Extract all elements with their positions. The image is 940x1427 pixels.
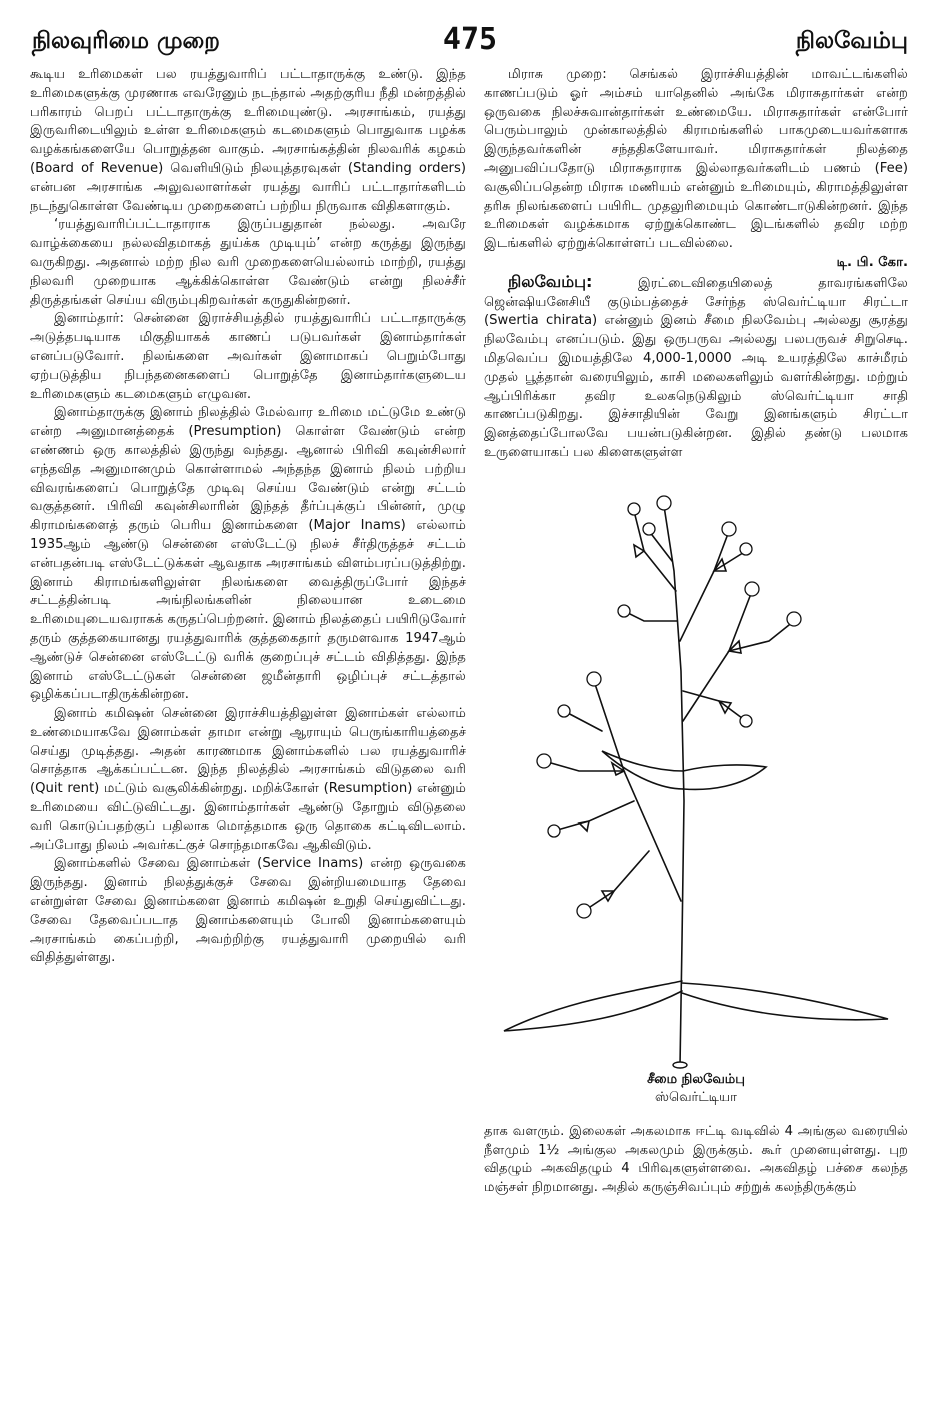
plant-branch bbox=[683, 591, 752, 721]
author-signature: டி. பி. கோ. bbox=[836, 254, 908, 270]
running-header bbox=[32, 22, 908, 62]
plant-illustration bbox=[484, 471, 908, 1071]
paragraph: இனாம் கமிஷன் சென்னை இராச்சியத்திலுள்ள இனாம்கள் எல்லாம் உண்மையாகவே இனாம்கள் தாமா என்று ஆராயும் பெருங்காரியத்தைச் செய்து முடித்தது. அதன் காரணமாக இனாம்களில் பல ரயத்துவாரிச் சொத்தாக ஆக்கப்பட்டன. இந்த நிலத்தில் அரசாங்கம் விடுதலை வரி (Quit rent) மட்டும் வசூலிக்கின்றது. மறிக்கோள் (Resumption) என்னும் உரிமையை விட்டுவிட்டது. இனாம்தார்கள் ஆண்டு தோறும் விடுதலை வரி கொடுப்பதற்குப் பதிலாக மொத்தமாக ஒரு தொகை கட்டிவிடலாம். அப்போது நிலம் அவர்கட்குச் சொந்தமாகவே ஆகிவிடும். bbox=[30, 706, 466, 853]
plant-branch bbox=[584, 851, 649, 911]
plant-branch bbox=[634, 511, 676, 591]
right-running-title: நிலவேம்பு bbox=[795, 28, 908, 54]
plant-leaf bbox=[683, 765, 766, 790]
plant-branch bbox=[594, 681, 681, 901]
entry-text: இரட்டைவிதையிலைத் தாவரங்களிலே ஜென்ஷியனேசியீ குடும்பத்தைச் சேர்ந்த ஸ்வெர்ட்டியா சிரட்டா (Swertia chirata) என்னும் இனம் சீமை நிலவேம்பு அல்லது சூரத்து நிலவேம்பு எனப்படும். இது ஒருபருவ அல்லது பலபருவச் சிறுசெடி. மிதவெப்ப இமயத்திலே 4,000-1,0000 அடி உயரத்திலே காச்மீரம் முதல் பூத்தான் வரையிலும், காசி மலைகளிலும் வளர்கின்றது. மற்றும் ஆப்பிரிக்கா தவிர உலகநெடுகிலும் ஸ்வெர்ட்டியா சாதி காணப்படுகிறது. இச்சாதியின் வேறு இனங்களும் சிரட்டா இனத்தைப்போலவே பயன்படுகின்றன. இதில் தண்டு பலமாக உருளையாகப் பல கிளைகளுள்ள bbox=[484, 275, 908, 460]
paragraph: இனாம்தார்: சென்னை இராச்சியத்தில் ரயத்துவாரிப் பட்டாதாருக்கு அடுத்தபடியாக மிகுதியாகக் காணப் படுபவர்கள் இனாம்தார்கள் எனப்படுவோர். நிலங்களை அவர்கள் இனாமாகப் பெறும்போது ஏற்படுத்திய நிபந்தனைகளைப் பொறுத்தே இனாம்தார்களுடைய உரிமைகளும் கடமைகளும் எழுவன. bbox=[30, 311, 466, 402]
entry-title: நிலவேம்பு: bbox=[508, 271, 593, 291]
plant-leaf bbox=[682, 983, 888, 1020]
right-column bbox=[484, 66, 908, 1366]
plant-leaf bbox=[504, 981, 682, 1031]
paragraph: ‘ரயத்துவாரிப்பட்டாதாராக இருப்பதுதான் நல்லது. அவரே வாழ்க்கையை நல்லவிதமாகத் துய்க்க முடியும்’ என்ற கருத்து இருந்து வருகிறது. அதனால் மற்ற நில வரி முறைகளையெல்லாம் மாற்றி, ரயத்து நிலவரி முறையாக ஆக்கிக்கொள்ள வேண்டும் என்று நிலச்சீர் திருத்தங்கள் செய்ய விரும்புகிறவர்கள் கருதுகின்றனர். bbox=[30, 217, 466, 308]
stem-cut-end bbox=[673, 1062, 687, 1068]
entry-paragraph bbox=[484, 273, 908, 463]
plant-flowers bbox=[537, 496, 801, 918]
plant-branch bbox=[554, 801, 634, 831]
left-column bbox=[30, 66, 466, 1366]
paragraph: கூடிய உரிமைகள் பல ரயத்துவாரிப் பட்டாதாருக்கு உண்டு. இந்த உரிமைகளுக்கு முரணாக எவரேனும் நடந்தால் அதற்குரிய நீதி மன்றத்தில் பரிகாரம் பெறப் பட்டாதாருக்கு உரிமையுண்டு. அரசாங்கம், ரயத்து இருவரிடையிலும் உள்ள உரிமைகளும் கடமைகளும் பொதுவாக பழக்க வழக்கங்களையே பொறுத்தன வாகும். அரசாங்கத்தின் நிலவரிக் கழகம் (Board of Revenue) வெளியிடும் நிலயுத்தரவுகள் (Standing orders) என்பன அரசாங்க அலுவலாளர்கள் ரயத்து வாரிப் பட்டாதார்களிடம் நடந்துகொள்ள வேண்டிய முறைகளைப் பற்றிய நிருவாக விதிகளாகும். bbox=[30, 67, 466, 214]
paragraph: மிராசு முறை: செங்கல் இராச்சியத்தின் மாவட்டங்களில் காணப்படும் ஓர் அம்சம் யாதெனில் அங்கே மிராசுதார்கள் என்ற ஒருவகை நிலச்சுவான்தார்கள் உண்மையே. மிராசுதார்கள் என்போர் பெரும்பாலும் முன்காலத்தில் கிராமங்களில் பாகமுடையவர்களாக இருந்தவர்களின் சந்ததிகளேயாவர். மிராசுதார்கள் நிலத்தை அனுபவிப்பதோடு மிராசுதாராக இல்லாதவர்களிடம் பணம் (Fee) வசூலிப்பதென்ற மிராசு மணியம் என்னும் உரிமையும், கிராமத்திலுள்ள தரிசு நிலங்களைப் பயிரிட முதலுரிமையும் கொண்டாடுகின்றனர். இந்த உரிமைகள் வழக்கமாக ஏற்றுக்கொண்ட இடங்களில் தவிர மற்ற இடங்களில் ஏற்றுக்கொள்ளப் படவில்லை. bbox=[484, 67, 908, 252]
plant-branch bbox=[680, 531, 729, 641]
paragraph: இனாம்களில் சேவை இனாம்கள் (Service Inams) என்ற ஒருவகை இருந்தது. இனாம் நிலத்துக்குச் சேவை இன்றியமையாத தேவை என்றுள்ள சேவை இனாம்களை இனாம் கமிஷன் உறுதி செய்துவிட்டது. சேவை தேவைப்படாத இனாம்களையும் போலி இனாம்களையும் அரசாங்கம் கைப்பற்றி, அவற்றிற்கு ரயத்துவாரி முறையில் வரி விதித்துள்ளது. bbox=[30, 856, 466, 966]
figure-caption-sub: ஸ்வெர்ட்டியா bbox=[655, 1089, 737, 1105]
small-leaves bbox=[579, 545, 741, 901]
paragraph: தாக வளரும். இலைகள் அகலமாக ஈட்டி வடிவில் 4 அங்குல வரையில் நீளமும் 1½ அங்குல அகலமும் இருக்கும். கூர் முனையுள்ளது. புற விதழும் அகவிதழும் 4 பிரிவுகளுள்ளவை. அகவிதழ் பச்சை கலந்த மஞ்சள் நிறமானது. அதில் கருஞ்சிவப்பும் சற்றுக் கலந்திருக்கும் bbox=[484, 1123, 908, 1196]
plant-branch bbox=[624, 611, 677, 621]
page-number: 475 bbox=[442, 22, 498, 57]
figure-caption-main: சீமை நிலவேம்பு bbox=[647, 1071, 745, 1087]
plant-illustration-figure bbox=[484, 471, 908, 1107]
plant-branch bbox=[714, 551, 746, 571]
left-running-title: நிலவுரிமை முறை bbox=[32, 28, 220, 54]
paragraph: இனாம்தாருக்கு இனாம் நிலத்தில் மேல்வார உரிமை மட்டுமே உண்டு என்ற அனுமானத்தைக் (Presumption) கொள்ள வேண்டும் என்ற எண்ணம் ஒரு காலத்தில் இருந்து வந்தது. ஆனால் பிரிவி கவுன்சிலார் எந்தவித அனுமானமும் கொள்ளாமல் அந்தந்த இனாம் நிலம் பற்றிய விவரங்களைப் பொறுத்தே முடிவு செய்ய வேண்டும் என்று சட்டம் வகுத்தனர். பிரிவி கவுன்சிலாரின் இந்தத் தீர்ப்புக்குப் பின்னர், முழு கிராமங்களைத் தரும் பெரிய இனாம்களை (Major Inams) எல்லாம் 1935ஆம் ஆண்டு சென்னை எஸ்டேட்டு நிலச் சீர்திருத்தச் சட்டம் என்பதன்படி எஸ்டேட்டுக்கள் ஆவதாக அரசாங்கம் விளம்பரப்படுத்திற்று. இனாம் கிராமங்களிலுள்ள நிலங்களை வைத்திருப்போர் இந்தச் சட்டத்தின்படி அங்நிலங்களின் நிலையான உடைமை உரிமையுடையவராகக் கருதப்பெற்றனர். இனாம் நிலத்தைப் பயிரிடுவோர் தரும் குத்தகையானது ரயத்துவாரிக் குத்தகைதார் தருமளவாக 1947ஆம் ஆண்டுச் சென்னை எஸ்டேட்டு வரிக் குறைப்புச் சட்டம் விதித்தது. இந்த இனாம் எஸ்டேட்டுகள் சென்னை ஜமீன்தாரி ஒழிப்புச் சட்டத்தால் ஒழிக்கப்படாதிருக்கின்றன. bbox=[30, 405, 466, 703]
